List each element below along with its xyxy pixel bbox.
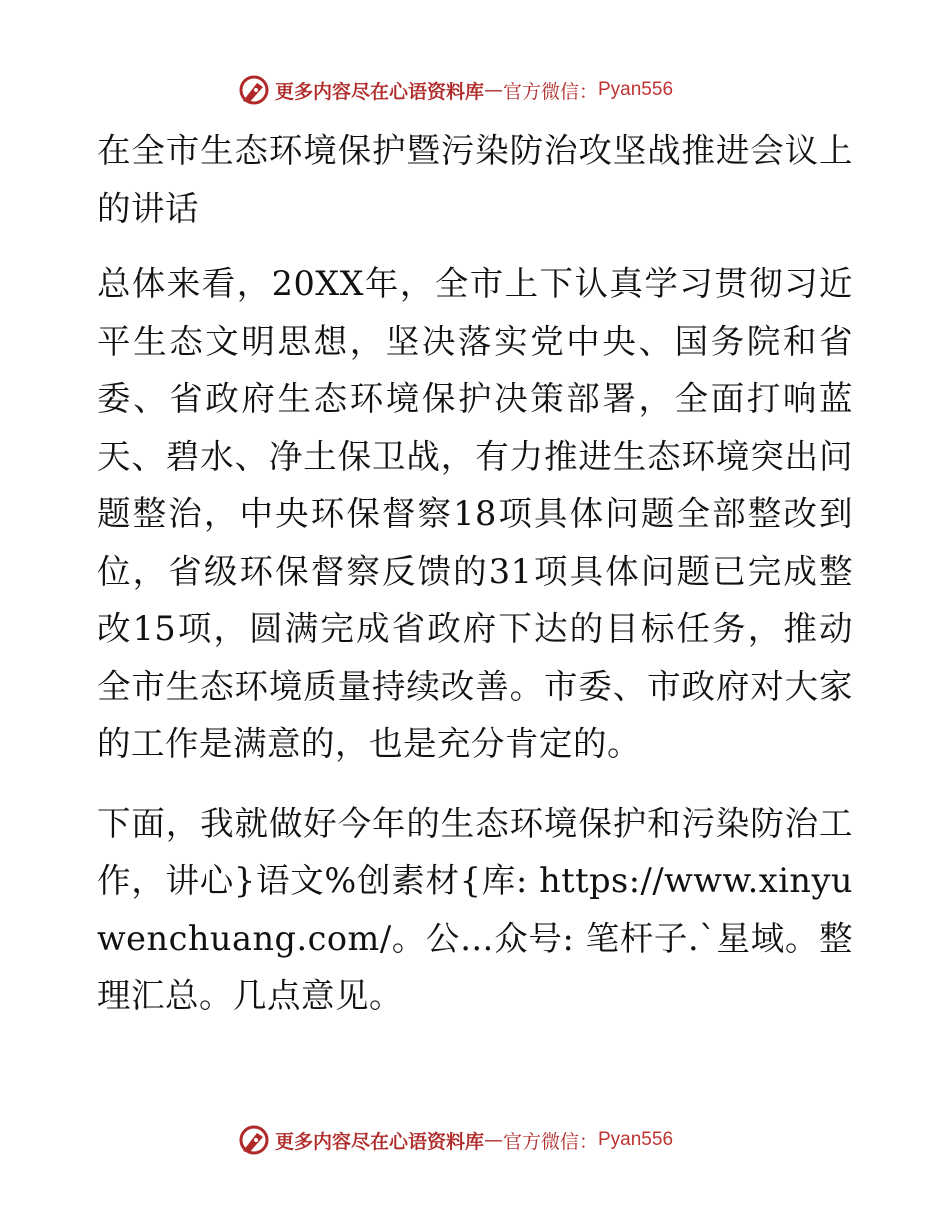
wechat-label: 官方微信： bbox=[502, 1130, 598, 1153]
document-title: 在全市生态环境保护暨污染防治攻坚战推进会议上的讲话 bbox=[97, 131, 853, 228]
pen-nib-logo-icon bbox=[237, 73, 271, 107]
paragraph-summary: 总体来看，20XX年，全市上下认真学习贯彻习近平生态文明思想，坚决落实党中央、国务院和省委、省政府生态环境保护决策部署，全面打响蓝天、碧水、净土保卫战，有力推进生态环境突出问题整治，中央环保督察18项具体问题全部整改到位，省级环保督察反馈的31项具体问题已完成整改15项，圆满完成省政府下达的目标任务，推动全市生态环境质量持续改善。市委、市政府对大家的工作是满意的，也是充分肯定的。 bbox=[97, 264, 853, 763]
header-banner bbox=[0, 70, 950, 110]
brand-text: 更多内容尽在心语资料库 bbox=[274, 80, 484, 103]
brand-text: 更多内容尽在心语资料库 bbox=[274, 1130, 484, 1153]
wechat-label: 官方微信： bbox=[502, 80, 598, 103]
pen-nib-logo-icon bbox=[237, 1123, 271, 1157]
wechat-id: Pyan556 bbox=[598, 79, 674, 100]
banner-separator: — bbox=[483, 1129, 503, 1151]
banner-separator: — bbox=[483, 79, 503, 101]
wechat-id: Pyan556 bbox=[598, 1129, 674, 1150]
document-body bbox=[97, 122, 853, 1025]
paragraph-opinions: 下面，我就做好今年的生态环境保护和污染防治工作，讲心}语文%创素材{库: https://www.xinyuwenchuang.com/。公…众号: 笔杆子.`星域。整理汇总。几点意见。 bbox=[97, 803, 853, 1015]
footer-banner bbox=[0, 1120, 950, 1160]
